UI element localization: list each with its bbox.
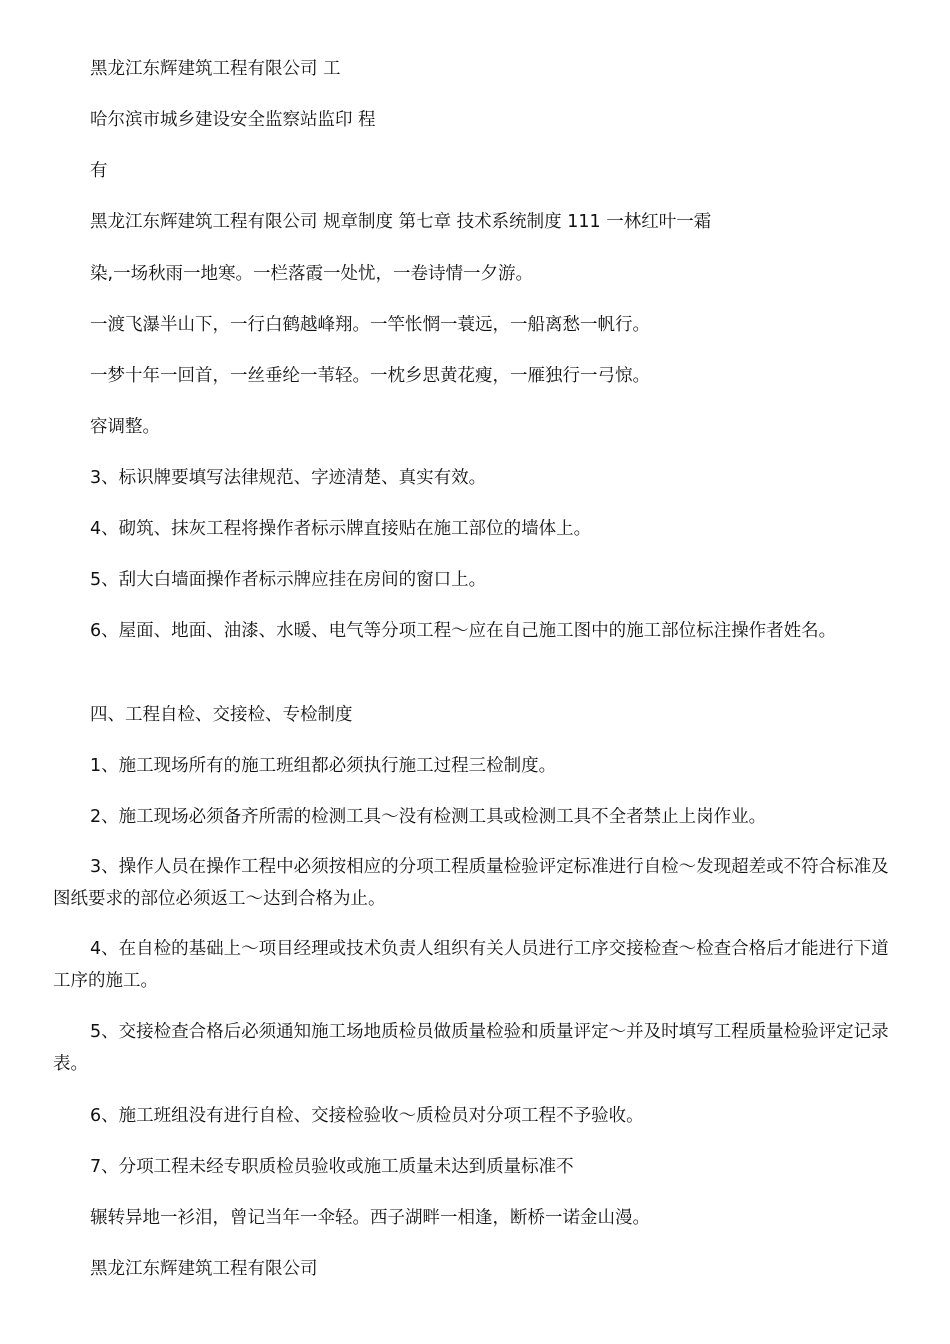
- text-line-11: 5、刮大白墙面操作者标示牌应挂在房间的窗口上。: [90, 570, 487, 590]
- text-line-2: 哈尔滨市城乡建设安全监察站监印 程: [90, 110, 376, 130]
- list-item-6: 6、施工班组没有进行自检、交接检验收～质检员对分项工程不予验收。: [90, 1106, 644, 1126]
- list-item-2: 2、施工现场必须备齐所需的检测工具～没有检测工具或检测工具不全者禁止上岗作业。: [90, 807, 767, 827]
- list-item-1: 1、施工现场所有的施工班组都必须执行施工过程三检制度。: [90, 756, 557, 776]
- closing-line: 辗转异地一衫泪，曾记当年一伞轻。西子湖畔一相逢，断桥一诺金山漫。: [90, 1208, 650, 1228]
- text-line-4: 黑龙江东辉建筑工程有限公司 规章制度 第七章 技术系统制度 111 一林红叶一霜: [90, 212, 712, 232]
- list-item-5: 5、交接检查合格后必须通知施工场地质检员做质量检验和质量评定～并及时填写工程质量检验评定记录表。: [53, 1022, 889, 1074]
- footer-company: 黑龙江东辉建筑工程有限公司: [90, 1259, 318, 1279]
- text-line-7: 一梦十年一回首，一丝垂纶一苇轻。一枕乡思黄花瘦，一雁独行一弓惊。: [90, 366, 650, 386]
- section-title: 四、工程自检、交接检、专检制度: [90, 705, 353, 725]
- list-item-4: 4、在自检的基础上～项目经理或技术负责人组织有关人员进行工序交接检查～检查合格后才能进行下道工序的施工。: [53, 939, 889, 991]
- text-line-3: 有: [90, 161, 108, 181]
- list-item-7: 7、分项工程未经专职质检员验收或施工质量未达到质量标准不: [90, 1157, 574, 1177]
- text-line-9: 3、标识牌要填写法律规范、字迹清楚、真实有效。: [90, 468, 487, 488]
- text-line-8: 容调整。: [90, 417, 160, 437]
- text-line-12: 6、屋面、地面、油漆、水暖、电气等分项工程～应在自己施工图中的施工部位标注操作者姓名。: [90, 621, 837, 641]
- text-line-6: 一渡飞瀑半山下，一行白鹤越峰翔。一竿怅惘一蓑远，一船离愁一帆行。: [90, 315, 650, 335]
- text-line-1: 黑龙江东辉建筑工程有限公司 工: [90, 59, 341, 79]
- text-line-5: 染,一场秋雨一地寒。一栏落霞一处忧，一卷诗情一夕游。: [90, 264, 534, 284]
- list-item-3: 3、操作人员在操作工程中必须按相应的分项工程质量检验评定标准进行自检～发现超差或不符合标准及图纸要求的部位必须返工～达到合格为止。: [53, 857, 889, 909]
- text-line-10: 4、砌筑、抹灰工程将操作者标示牌直接贴在施工部位的墙体上。: [90, 519, 592, 539]
